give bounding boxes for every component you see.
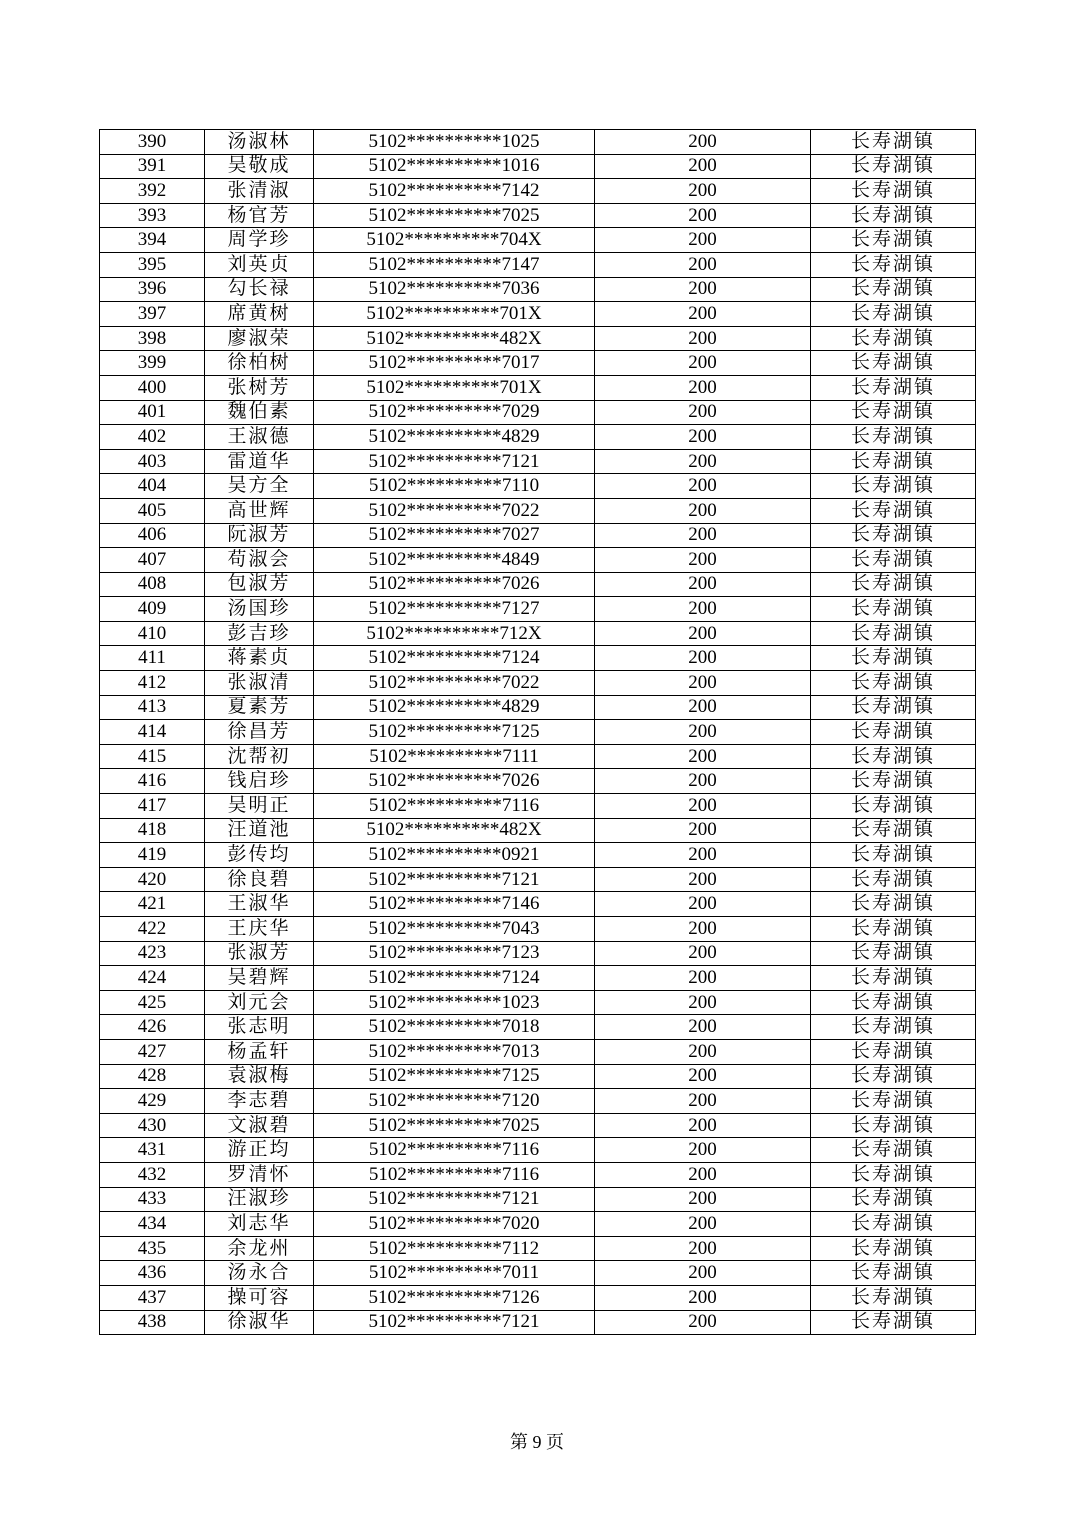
- name-cell: 杨官芳: [205, 203, 314, 228]
- table-row: [100, 646, 976, 671]
- serial-number-cell: 414: [100, 720, 205, 745]
- name-cell: 周学珍: [205, 228, 314, 253]
- id-number-cell: 5102**********7123: [314, 941, 595, 966]
- table-row: [100, 621, 976, 646]
- town-cell: 长寿湖镇: [811, 990, 976, 1015]
- id-number-cell: 5102**********7013: [314, 1039, 595, 1064]
- serial-number-cell: 401: [100, 400, 205, 425]
- id-number-cell: 5102**********7110: [314, 474, 595, 499]
- page-number: 第 9 页: [510, 1432, 564, 1452]
- table-row: [100, 818, 976, 843]
- amount-cell: 200: [595, 252, 811, 277]
- town-cell: 长寿湖镇: [811, 671, 976, 696]
- serial-number-cell: 415: [100, 744, 205, 769]
- id-number-cell: 5102**********7121: [314, 449, 595, 474]
- name-cell: 张树芳: [205, 375, 314, 400]
- serial-number-cell: 407: [100, 548, 205, 573]
- name-cell: 沈帮初: [205, 744, 314, 769]
- id-number-cell: 5102**********704X: [314, 228, 595, 253]
- name-cell: 余龙州: [205, 1236, 314, 1261]
- town-cell: 长寿湖镇: [811, 695, 976, 720]
- town-cell: 长寿湖镇: [811, 892, 976, 917]
- amount-cell: 200: [595, 130, 811, 155]
- table-row: [100, 228, 976, 253]
- table-row: [100, 990, 976, 1015]
- serial-number-cell: 421: [100, 892, 205, 917]
- town-cell: 长寿湖镇: [811, 744, 976, 769]
- serial-number-cell: 408: [100, 572, 205, 597]
- id-number-cell: 5102**********7146: [314, 892, 595, 917]
- amount-cell: 200: [595, 695, 811, 720]
- town-cell: 长寿湖镇: [811, 523, 976, 548]
- id-number-cell: 5102**********7022: [314, 498, 595, 523]
- name-cell: 阮淑芳: [205, 523, 314, 548]
- serial-number-cell: 427: [100, 1039, 205, 1064]
- amount-cell: 200: [595, 326, 811, 351]
- serial-number-cell: 413: [100, 695, 205, 720]
- name-cell: 文淑碧: [205, 1113, 314, 1138]
- serial-number-cell: 438: [100, 1310, 205, 1335]
- amount-cell: 200: [595, 1261, 811, 1286]
- town-cell: 长寿湖镇: [811, 1039, 976, 1064]
- serial-number-cell: 403: [100, 449, 205, 474]
- id-number-cell: 5102**********7121: [314, 1310, 595, 1335]
- id-number-cell: 5102**********7116: [314, 794, 595, 819]
- town-cell: 长寿湖镇: [811, 941, 976, 966]
- table-row: [100, 720, 976, 745]
- town-cell: 长寿湖镇: [811, 1089, 976, 1114]
- town-cell: 长寿湖镇: [811, 1162, 976, 1187]
- serial-number-cell: 399: [100, 351, 205, 376]
- serial-number-cell: 437: [100, 1285, 205, 1310]
- serial-number-cell: 431: [100, 1138, 205, 1163]
- town-cell: 长寿湖镇: [811, 769, 976, 794]
- amount-cell: 200: [595, 1212, 811, 1237]
- serial-number-cell: 436: [100, 1261, 205, 1286]
- table-row: [100, 1187, 976, 1212]
- table-row: [100, 1285, 976, 1310]
- id-number-cell: 5102**********7026: [314, 572, 595, 597]
- table-body: [100, 130, 976, 1335]
- town-cell: 长寿湖镇: [811, 252, 976, 277]
- serial-number-cell: 416: [100, 769, 205, 794]
- id-number-cell: 5102**********4829: [314, 695, 595, 720]
- name-cell: 蒋素贞: [205, 646, 314, 671]
- amount-cell: 200: [595, 474, 811, 499]
- table-row: [100, 203, 976, 228]
- id-number-cell: 5102**********7043: [314, 917, 595, 942]
- serial-number-cell: 390: [100, 130, 205, 155]
- town-cell: 长寿湖镇: [811, 794, 976, 819]
- amount-cell: 200: [595, 449, 811, 474]
- name-cell: 吴敬成: [205, 154, 314, 179]
- id-number-cell: 5102**********0921: [314, 843, 595, 868]
- name-cell: 汤国珍: [205, 597, 314, 622]
- amount-cell: 200: [595, 1310, 811, 1335]
- name-cell: 徐昌芳: [205, 720, 314, 745]
- amount-cell: 200: [595, 228, 811, 253]
- amount-cell: 200: [595, 154, 811, 179]
- serial-number-cell: 397: [100, 302, 205, 327]
- name-cell: 王庆华: [205, 917, 314, 942]
- name-cell: 张志明: [205, 1015, 314, 1040]
- table-row: [100, 375, 976, 400]
- name-cell: 刘志华: [205, 1212, 314, 1237]
- amount-cell: 200: [595, 867, 811, 892]
- name-cell: 汤永合: [205, 1261, 314, 1286]
- id-number-cell: 5102**********1016: [314, 154, 595, 179]
- table-row: [100, 966, 976, 991]
- table-row: [100, 892, 976, 917]
- town-cell: 长寿湖镇: [811, 548, 976, 573]
- table-row: [100, 1113, 976, 1138]
- name-cell: 徐柏树: [205, 351, 314, 376]
- town-cell: 长寿湖镇: [811, 179, 976, 204]
- name-cell: 汪道池: [205, 818, 314, 843]
- table-row: [100, 1064, 976, 1089]
- serial-number-cell: 393: [100, 203, 205, 228]
- amount-cell: 200: [595, 794, 811, 819]
- serial-number-cell: 409: [100, 597, 205, 622]
- table-row: [100, 425, 976, 450]
- table-row: [100, 917, 976, 942]
- serial-number-cell: 391: [100, 154, 205, 179]
- id-number-cell: 5102**********7147: [314, 252, 595, 277]
- amount-cell: 200: [595, 1162, 811, 1187]
- name-cell: 吴碧辉: [205, 966, 314, 991]
- serial-number-cell: 425: [100, 990, 205, 1015]
- beneficiary-table: [99, 129, 976, 1335]
- id-number-cell: 5102**********7124: [314, 646, 595, 671]
- id-number-cell: 5102**********7126: [314, 1285, 595, 1310]
- town-cell: 长寿湖镇: [811, 966, 976, 991]
- id-number-cell: 5102**********7036: [314, 277, 595, 302]
- table-row: [100, 351, 976, 376]
- amount-cell: 200: [595, 646, 811, 671]
- name-cell: 徐淑华: [205, 1310, 314, 1335]
- id-number-cell: 5102**********7022: [314, 671, 595, 696]
- name-cell: 彭吉珍: [205, 621, 314, 646]
- table-row: [100, 1015, 976, 1040]
- name-cell: 苟淑会: [205, 548, 314, 573]
- serial-number-cell: 395: [100, 252, 205, 277]
- serial-number-cell: 430: [100, 1113, 205, 1138]
- serial-number-cell: 435: [100, 1236, 205, 1261]
- name-cell: 彭传均: [205, 843, 314, 868]
- amount-cell: 200: [595, 523, 811, 548]
- name-cell: 廖淑荣: [205, 326, 314, 351]
- town-cell: 长寿湖镇: [811, 1261, 976, 1286]
- id-number-cell: 5102**********4829: [314, 425, 595, 450]
- name-cell: 汤淑林: [205, 130, 314, 155]
- name-cell: 刘元会: [205, 990, 314, 1015]
- table-row: [100, 1212, 976, 1237]
- name-cell: 夏素芳: [205, 695, 314, 720]
- id-number-cell: 5102**********7142: [314, 179, 595, 204]
- amount-cell: 200: [595, 179, 811, 204]
- id-number-cell: 5102**********7121: [314, 867, 595, 892]
- town-cell: 长寿湖镇: [811, 203, 976, 228]
- serial-number-cell: 422: [100, 917, 205, 942]
- town-cell: 长寿湖镇: [811, 1064, 976, 1089]
- serial-number-cell: 392: [100, 179, 205, 204]
- serial-number-cell: 400: [100, 375, 205, 400]
- amount-cell: 200: [595, 917, 811, 942]
- amount-cell: 200: [595, 769, 811, 794]
- id-number-cell: 5102**********7120: [314, 1089, 595, 1114]
- amount-cell: 200: [595, 843, 811, 868]
- name-cell: 吴方全: [205, 474, 314, 499]
- name-cell: 王淑德: [205, 425, 314, 450]
- table-row: [100, 154, 976, 179]
- amount-cell: 200: [595, 671, 811, 696]
- town-cell: 长寿湖镇: [811, 720, 976, 745]
- table-row: [100, 252, 976, 277]
- amount-cell: 200: [595, 203, 811, 228]
- town-cell: 长寿湖镇: [811, 375, 976, 400]
- serial-number-cell: 434: [100, 1212, 205, 1237]
- serial-number-cell: 411: [100, 646, 205, 671]
- serial-number-cell: 412: [100, 671, 205, 696]
- name-cell: 张淑芳: [205, 941, 314, 966]
- serial-number-cell: 428: [100, 1064, 205, 1089]
- id-number-cell: 5102**********7112: [314, 1236, 595, 1261]
- table-row: [100, 498, 976, 523]
- town-cell: 长寿湖镇: [811, 474, 976, 499]
- id-number-cell: 5102**********482X: [314, 326, 595, 351]
- name-cell: 罗清怀: [205, 1162, 314, 1187]
- id-number-cell: 5102**********7116: [314, 1162, 595, 1187]
- table-row: [100, 400, 976, 425]
- serial-number-cell: 417: [100, 794, 205, 819]
- id-number-cell: 5102**********7017: [314, 351, 595, 376]
- town-cell: 长寿湖镇: [811, 1113, 976, 1138]
- table-row: [100, 1138, 976, 1163]
- id-number-cell: 5102**********7127: [314, 597, 595, 622]
- town-cell: 长寿湖镇: [811, 130, 976, 155]
- id-number-cell: 5102**********7027: [314, 523, 595, 548]
- amount-cell: 200: [595, 1187, 811, 1212]
- amount-cell: 200: [595, 548, 811, 573]
- town-cell: 长寿湖镇: [811, 818, 976, 843]
- serial-number-cell: 429: [100, 1089, 205, 1114]
- serial-number-cell: 402: [100, 425, 205, 450]
- amount-cell: 200: [595, 597, 811, 622]
- table-row: [100, 1039, 976, 1064]
- serial-number-cell: 398: [100, 326, 205, 351]
- serial-number-cell: 406: [100, 523, 205, 548]
- name-cell: 高世辉: [205, 498, 314, 523]
- table-row: [100, 449, 976, 474]
- table-row: [100, 130, 976, 155]
- town-cell: 长寿湖镇: [811, 400, 976, 425]
- id-number-cell: 5102**********7026: [314, 769, 595, 794]
- table-row: [100, 941, 976, 966]
- name-cell: 徐良碧: [205, 867, 314, 892]
- table-row: [100, 744, 976, 769]
- serial-number-cell: 394: [100, 228, 205, 253]
- town-cell: 长寿湖镇: [811, 425, 976, 450]
- town-cell: 长寿湖镇: [811, 1236, 976, 1261]
- table-row: [100, 277, 976, 302]
- serial-number-cell: 420: [100, 867, 205, 892]
- serial-number-cell: 432: [100, 1162, 205, 1187]
- town-cell: 长寿湖镇: [811, 572, 976, 597]
- amount-cell: 200: [595, 375, 811, 400]
- table-row: [100, 548, 976, 573]
- amount-cell: 200: [595, 1138, 811, 1163]
- town-cell: 长寿湖镇: [811, 154, 976, 179]
- name-cell: 游正均: [205, 1138, 314, 1163]
- town-cell: 长寿湖镇: [811, 351, 976, 376]
- amount-cell: 200: [595, 990, 811, 1015]
- serial-number-cell: 418: [100, 818, 205, 843]
- name-cell: 刘英贞: [205, 252, 314, 277]
- id-number-cell: 5102**********7018: [314, 1015, 595, 1040]
- town-cell: 长寿湖镇: [811, 621, 976, 646]
- id-number-cell: 5102**********1025: [314, 130, 595, 155]
- serial-number-cell: 424: [100, 966, 205, 991]
- town-cell: 长寿湖镇: [811, 1310, 976, 1335]
- id-number-cell: 5102**********7029: [314, 400, 595, 425]
- id-number-cell: 5102**********7011: [314, 1261, 595, 1286]
- amount-cell: 200: [595, 1113, 811, 1138]
- amount-cell: 200: [595, 1089, 811, 1114]
- serial-number-cell: 433: [100, 1187, 205, 1212]
- serial-number-cell: 423: [100, 941, 205, 966]
- table-row: [100, 302, 976, 327]
- name-cell: 勾长禄: [205, 277, 314, 302]
- serial-number-cell: 426: [100, 1015, 205, 1040]
- id-number-cell: 5102**********7121: [314, 1187, 595, 1212]
- town-cell: 长寿湖镇: [811, 1015, 976, 1040]
- town-cell: 长寿湖镇: [811, 1285, 976, 1310]
- name-cell: 李志碧: [205, 1089, 314, 1114]
- amount-cell: 200: [595, 351, 811, 376]
- amount-cell: 200: [595, 941, 811, 966]
- town-cell: 长寿湖镇: [811, 498, 976, 523]
- table-row: [100, 523, 976, 548]
- table-row: [100, 1162, 976, 1187]
- amount-cell: 200: [595, 892, 811, 917]
- id-number-cell: 5102**********7111: [314, 744, 595, 769]
- table-row: [100, 1236, 976, 1261]
- id-number-cell: 5102**********7125: [314, 1064, 595, 1089]
- table-row: [100, 843, 976, 868]
- name-cell: 雷道华: [205, 449, 314, 474]
- table-row: [100, 769, 976, 794]
- town-cell: 长寿湖镇: [811, 597, 976, 622]
- name-cell: 王淑华: [205, 892, 314, 917]
- table-row: [100, 326, 976, 351]
- amount-cell: 200: [595, 425, 811, 450]
- town-cell: 长寿湖镇: [811, 1212, 976, 1237]
- amount-cell: 200: [595, 277, 811, 302]
- serial-number-cell: 404: [100, 474, 205, 499]
- amount-cell: 200: [595, 400, 811, 425]
- amount-cell: 200: [595, 302, 811, 327]
- town-cell: 长寿湖镇: [811, 646, 976, 671]
- amount-cell: 200: [595, 744, 811, 769]
- table-row: [100, 474, 976, 499]
- id-number-cell: 5102**********7124: [314, 966, 595, 991]
- amount-cell: 200: [595, 966, 811, 991]
- town-cell: 长寿湖镇: [811, 302, 976, 327]
- id-number-cell: 5102**********7020: [314, 1212, 595, 1237]
- id-number-cell: 5102**********712X: [314, 621, 595, 646]
- table-row: [100, 597, 976, 622]
- name-cell: 杨孟轩: [205, 1039, 314, 1064]
- name-cell: 张淑清: [205, 671, 314, 696]
- name-cell: 吴明正: [205, 794, 314, 819]
- table-row: [100, 794, 976, 819]
- amount-cell: 200: [595, 621, 811, 646]
- id-number-cell: 5102**********7125: [314, 720, 595, 745]
- amount-cell: 200: [595, 1064, 811, 1089]
- town-cell: 长寿湖镇: [811, 277, 976, 302]
- town-cell: 长寿湖镇: [811, 228, 976, 253]
- amount-cell: 200: [595, 498, 811, 523]
- amount-cell: 200: [595, 1015, 811, 1040]
- serial-number-cell: 410: [100, 621, 205, 646]
- table-row: [100, 572, 976, 597]
- town-cell: 长寿湖镇: [811, 1138, 976, 1163]
- id-number-cell: 5102**********7025: [314, 1113, 595, 1138]
- town-cell: 长寿湖镇: [811, 867, 976, 892]
- id-number-cell: 5102**********7025: [314, 203, 595, 228]
- name-cell: 汪淑珍: [205, 1187, 314, 1212]
- table-row: [100, 1261, 976, 1286]
- name-cell: 钱启珍: [205, 769, 314, 794]
- town-cell: 长寿湖镇: [811, 1187, 976, 1212]
- table-row: [100, 1089, 976, 1114]
- table-row: [100, 671, 976, 696]
- town-cell: 长寿湖镇: [811, 917, 976, 942]
- name-cell: 魏伯素: [205, 400, 314, 425]
- table-row: [100, 179, 976, 204]
- amount-cell: 200: [595, 720, 811, 745]
- table-row: [100, 1310, 976, 1335]
- id-number-cell: 5102**********4849: [314, 548, 595, 573]
- amount-cell: 200: [595, 1236, 811, 1261]
- amount-cell: 200: [595, 572, 811, 597]
- id-number-cell: 5102**********1023: [314, 990, 595, 1015]
- id-number-cell: 5102**********701X: [314, 375, 595, 400]
- amount-cell: 200: [595, 1039, 811, 1064]
- serial-number-cell: 396: [100, 277, 205, 302]
- town-cell: 长寿湖镇: [811, 326, 976, 351]
- name-cell: 操可容: [205, 1285, 314, 1310]
- town-cell: 长寿湖镇: [811, 449, 976, 474]
- amount-cell: 200: [595, 1285, 811, 1310]
- serial-number-cell: 419: [100, 843, 205, 868]
- table-row: [100, 695, 976, 720]
- id-number-cell: 5102**********7116: [314, 1138, 595, 1163]
- name-cell: 袁淑梅: [205, 1064, 314, 1089]
- name-cell: 席黄树: [205, 302, 314, 327]
- id-number-cell: 5102**********482X: [314, 818, 595, 843]
- name-cell: 包淑芳: [205, 572, 314, 597]
- serial-number-cell: 405: [100, 498, 205, 523]
- table-row: [100, 867, 976, 892]
- id-number-cell: 5102**********701X: [314, 302, 595, 327]
- town-cell: 长寿湖镇: [811, 843, 976, 868]
- amount-cell: 200: [595, 818, 811, 843]
- name-cell: 张清淑: [205, 179, 314, 204]
